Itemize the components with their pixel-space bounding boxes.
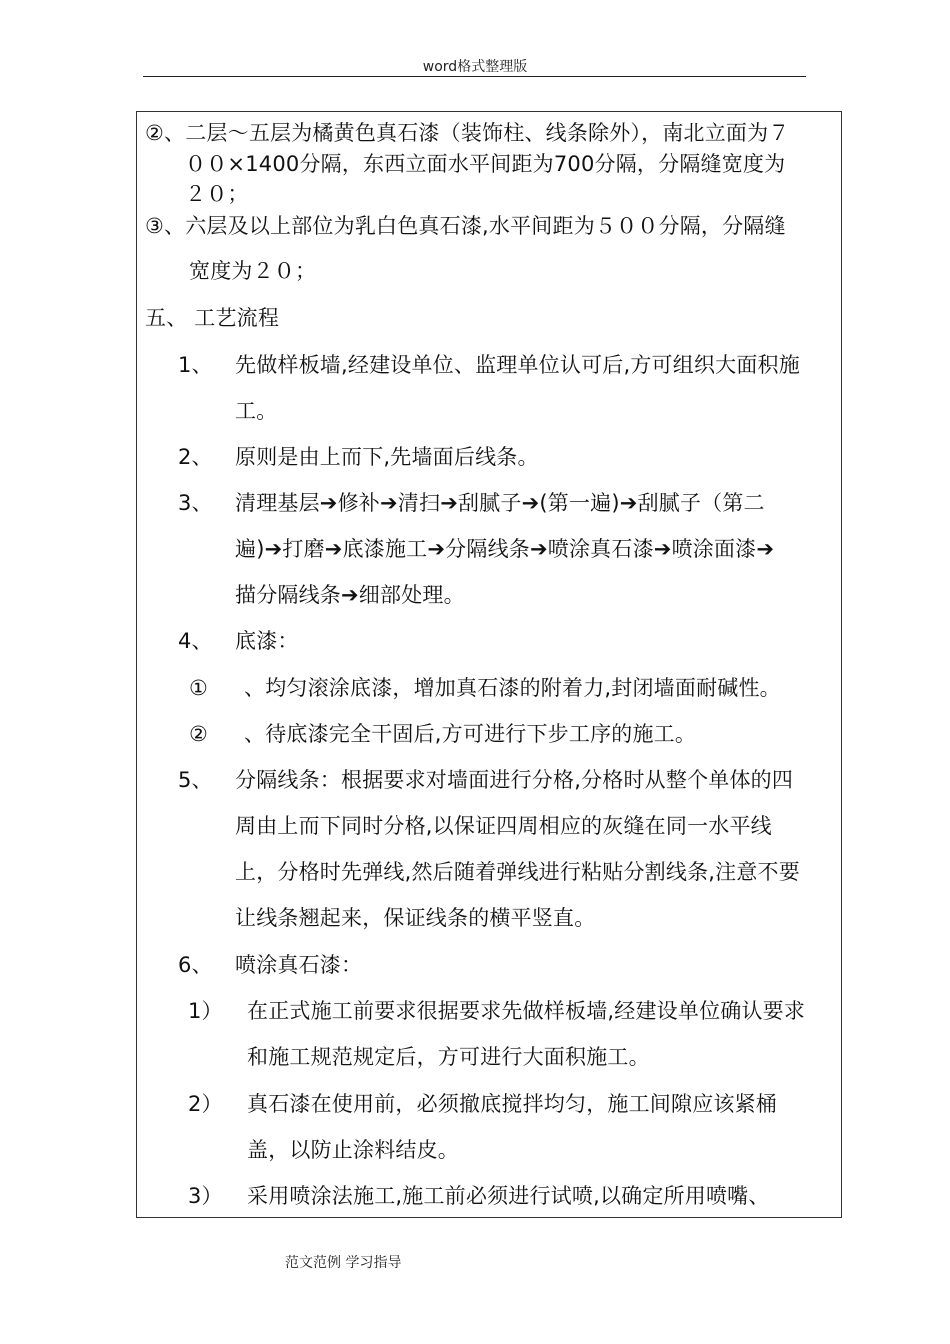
paragraph-3-line-2: 宽度为２０； [189, 259, 317, 283]
item-6-1-number: 1） [188, 999, 223, 1023]
item-6-2-line-1: 真石漆在使用前，必须撤底搅拌均匀，施工间隙应该紧桶 [247, 1092, 777, 1116]
item-1-line-1: 先做样板墙,经建设单位、监理单位认可后,方可组织大面积施 [235, 353, 800, 377]
item-4-line-1: 底漆： [235, 629, 299, 653]
item-5-line-1: 分隔线条：根据要求对墙面进行分格,分格时从整个单体的四 [235, 768, 794, 792]
paragraph-2-line-1: ②、二层～五层为橘黄色真石漆（装饰柱、线条除外），南北立面为７ [145, 121, 790, 145]
item-5-line-4: 让线条翘起来，保证线条的横平竖直。 [235, 906, 596, 930]
item-6-line-1: 喷涂真石漆： [235, 953, 363, 977]
page-header: word格式整理版 [422, 59, 528, 75]
item-3-number: 3、 [178, 491, 213, 515]
item-4a-number: ① [189, 676, 209, 700]
item-3-line-1: 清理基层➔修补➔清扫➔刮腻子➔(第一遍)➔刮腻子（第二 [235, 491, 765, 515]
item-6-1-line-2: 和施工规范规定后，方可进行大面积施工。 [247, 1045, 650, 1069]
paragraph-2-line-3: ２０； [185, 182, 249, 206]
item-4b-line-1: 、待底漆完全干固后,方可进行下步工序的施工。 [244, 722, 697, 746]
item-6-number: 6、 [178, 953, 213, 977]
item-2-number: 2、 [178, 445, 213, 469]
item-1-line-2: 工。 [235, 399, 278, 423]
item-3-line-3: 描分隔线条➔细部处理。 [235, 583, 465, 607]
page-footer: 范文范例 学习指导 [285, 1255, 402, 1271]
item-4b-number: ② [189, 722, 209, 746]
paragraph-3-line-1: ③、六层及以上部位为乳白色真石漆,水平间距为５００分隔，分隔缝 [145, 214, 786, 238]
item-5-line-2: 周由上而下同时分格,以保证四周相应的灰缝在同一水平线 [235, 814, 772, 838]
section-heading: 五、 工艺流程 [145, 306, 280, 330]
item-6-2-number: 2） [188, 1092, 223, 1116]
item-4-number: 4、 [178, 629, 213, 653]
item-2-line-1: 原则是由上而下,先墙面后线条。 [235, 445, 539, 469]
header-divider [143, 76, 806, 77]
item-6-2-line-2: 盖，以防止涂料结皮。 [247, 1138, 459, 1162]
paragraph-2-line-2: ００×1400分隔，东西立面水平间距为700分隔，分隔缝宽度为 [185, 152, 786, 176]
item-3-line-2: 遍)➔打磨➔底漆施工➔分隔线条➔喷涂真石漆➔喷涂面漆➔ [235, 537, 775, 561]
item-6-3-number: 3） [188, 1184, 223, 1208]
item-5-number: 5、 [178, 768, 213, 792]
item-1-number: 1、 [178, 353, 213, 377]
item-4a-line-1: 、均匀滚涂底漆，增加真石漆的附着力,封闭墙面耐碱性。 [244, 676, 781, 700]
item-6-1-line-1: 在正式施工前要求很据要求先做样板墙,经建设单位确认要求 [247, 999, 806, 1023]
item-5-line-3: 上，分格时先弹线,然后随着弹线进行粘贴分割线条,注意不要 [235, 860, 800, 884]
item-6-3-line-1: 采用喷涂法施工,施工前必须进行试喷,以确定所用喷嘴、 [247, 1184, 770, 1208]
